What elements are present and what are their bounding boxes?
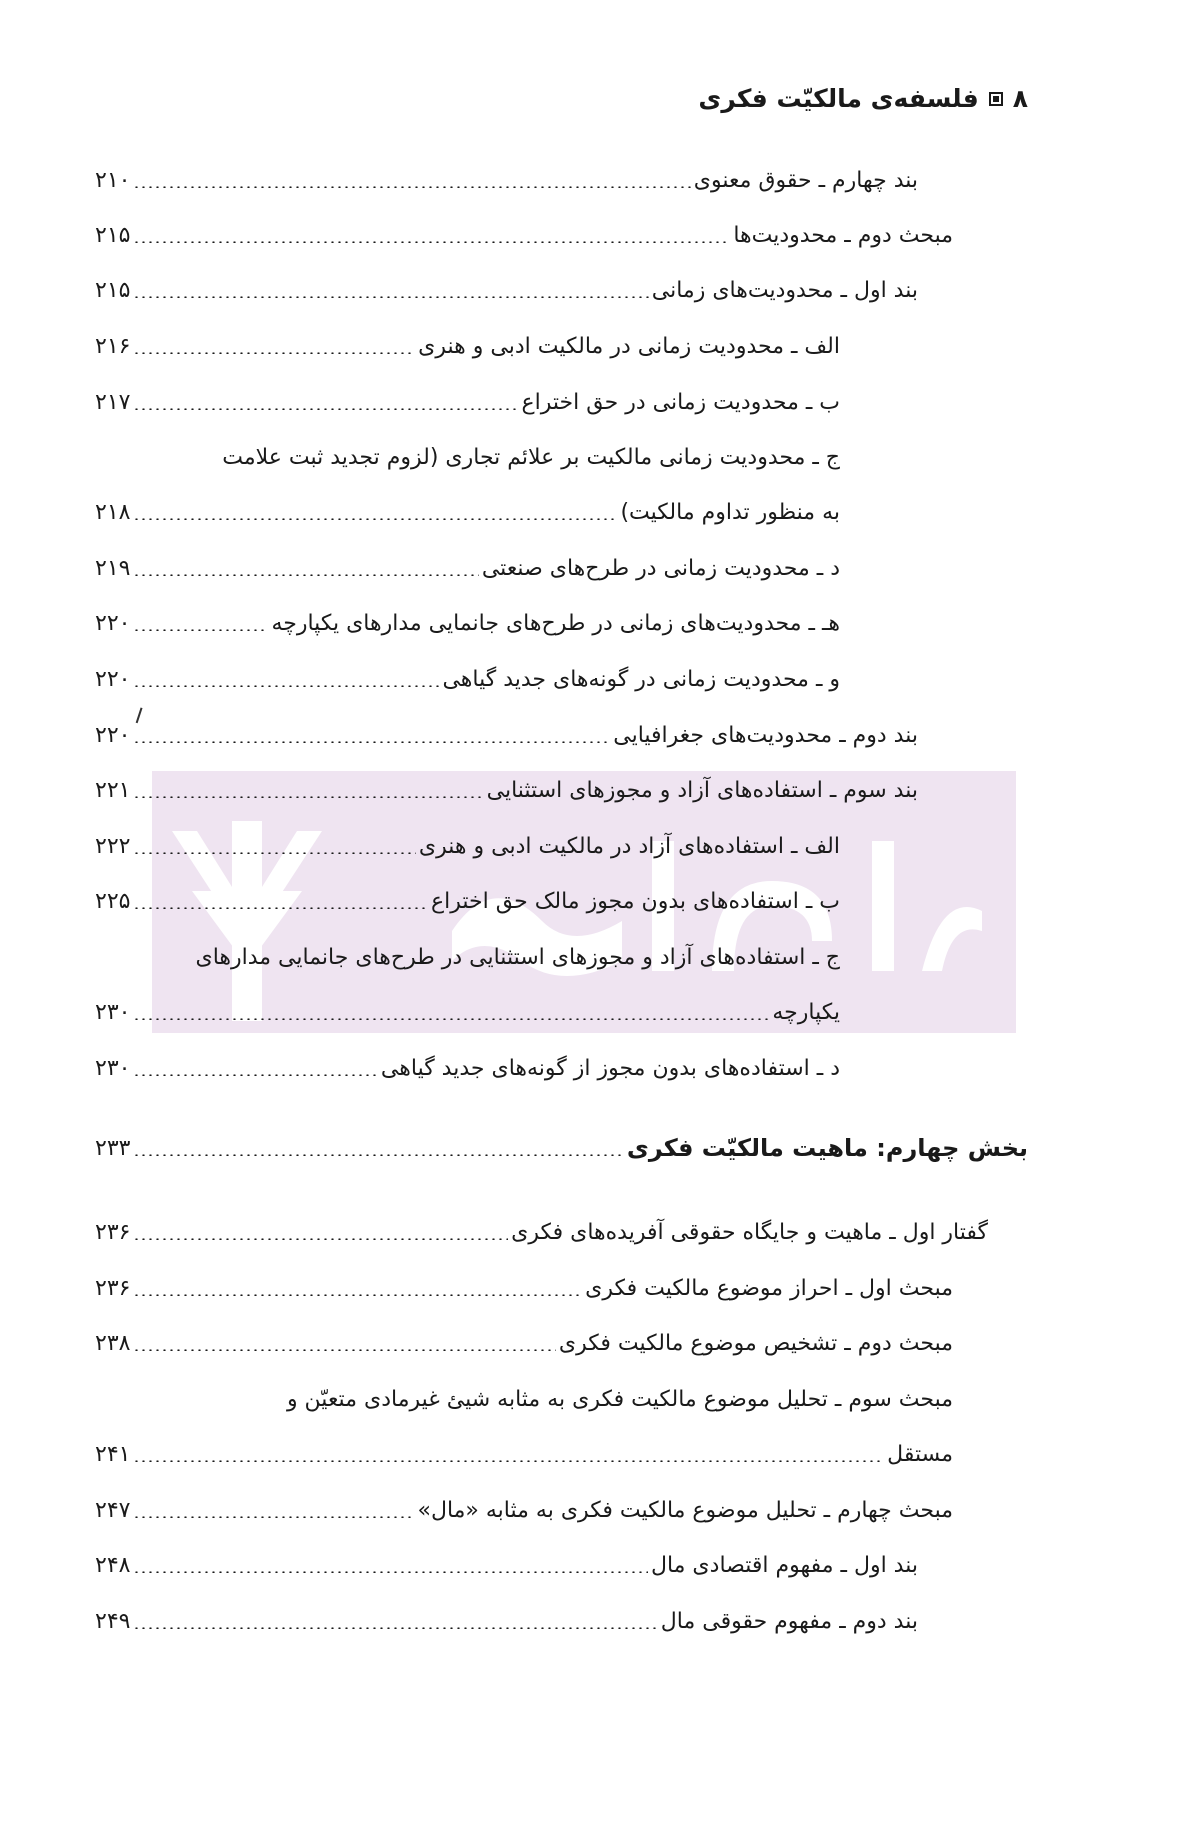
leader-dots — [133, 241, 730, 243]
toc-entry-page: ۲۱۹ — [95, 555, 131, 581]
toc-entry[interactable] — [95, 601, 840, 645]
header-page-number: ۸ — [1012, 84, 1028, 113]
leader-dots — [133, 1516, 414, 1518]
toc-entry[interactable] — [95, 1432, 953, 1476]
leader-dots — [133, 1238, 508, 1240]
toc-entry-page: ۲۱۶ — [95, 333, 131, 359]
toc-entry-title: مبحث دوم ـ محدودیت‌ها — [733, 222, 953, 248]
toc-entry-title: مبحث اول ـ احراز موضوع مالکیت فکری — [585, 1275, 953, 1301]
toc-entry-page: ۲۱۵ — [95, 222, 131, 248]
toc-entry[interactable] — [95, 490, 840, 534]
toc-entry-title: مبحث دوم ـ تشخیص موضوع مالکیت فکری — [558, 1330, 953, 1356]
toc-entry[interactable] — [95, 1321, 953, 1365]
toc-entry-page: ۲۳۶ — [95, 1219, 131, 1245]
toc-entry-page: ۲۱۵ — [95, 277, 131, 303]
leader-dots — [133, 1294, 582, 1296]
toc-entry-page: ۲۴۸ — [95, 1552, 131, 1578]
toc-entry-page: ۲۴۷ — [95, 1497, 131, 1523]
toc-entry[interactable] — [95, 1377, 953, 1421]
leader-dots — [133, 1460, 884, 1462]
toc-entry[interactable] — [95, 713, 918, 757]
toc-entry[interactable] — [95, 1210, 988, 1254]
toc-entry[interactable] — [95, 380, 840, 424]
square-bullet-icon — [989, 92, 1003, 106]
toc-entry-title: ج ـ استفاده‌های آزاد و مجوزهای استثنایی در طرح‌های جانمایی مدارهای — [195, 944, 840, 970]
running-header — [698, 84, 1028, 113]
toc-entry-page: ۲۱۷ — [95, 389, 131, 415]
toc-entry-title: و ـ محدودیت زمانی در گونه‌های جدید گیاهی — [442, 666, 840, 692]
toc-entry-page: ۲۲۱ — [95, 777, 131, 803]
leader-dots — [133, 574, 478, 576]
toc-entry[interactable] — [95, 435, 840, 479]
leader-dots — [133, 296, 648, 298]
leader-dots — [133, 629, 268, 631]
toc-entry[interactable] — [95, 546, 840, 590]
toc-entry-page: ۲۳۰ — [95, 999, 131, 1025]
toc-entry[interactable] — [95, 158, 918, 202]
toc-entry-title: بند اول ـ مفهوم اقتصادی مال — [650, 1552, 918, 1578]
toc-entry[interactable] — [95, 268, 918, 312]
toc-entry-page: ۲۴۹ — [95, 1608, 131, 1634]
leader-dots — [133, 1627, 657, 1629]
toc-entry-title: بند دوم ـ مفهوم حقوقی مال — [660, 1608, 918, 1634]
toc-entry-title: د ـ استفاده‌های بدون مجوز از گونه‌های جدید گیاهی — [380, 1055, 840, 1081]
toc-entry[interactable] — [95, 824, 840, 868]
toc-entry-page: ۲۳۶ — [95, 1275, 131, 1301]
toc-entry-title: الف ـ استفاده‌های آزاد در مالکیت ادبی و هنری — [418, 833, 840, 859]
toc-entry-page: ۲۲۲ — [95, 833, 131, 859]
toc-entry-title: مبحث سوم ـ تحلیل موضوع مالکیت فکری به مثابه شیئ غیرمادی متعیّن و — [286, 1386, 953, 1412]
toc-entry[interactable] — [95, 1266, 953, 1310]
leader-dots — [133, 907, 428, 909]
leader-dots — [133, 186, 690, 188]
leader-dots — [133, 408, 518, 410]
leader-dots — [133, 1018, 769, 1020]
leader-dots — [133, 1074, 377, 1076]
leader-dots — [133, 518, 617, 520]
toc-entry-page: ۲۲۰ — [95, 610, 131, 636]
toc-entry-title: ج ـ محدودیت زمانی مالکیت بر علائم تجاری (لزوم تجدید ثبت علامت — [222, 444, 840, 470]
toc-entry[interactable] — [95, 768, 918, 812]
toc-entry-title: مستقل — [887, 1441, 953, 1467]
toc-entry-page: ۲۲۵ — [95, 888, 131, 914]
leader-dots — [133, 352, 415, 354]
toc-entry-title: بند دوم ـ محدودیت‌های جغرافیایی — [613, 722, 918, 748]
toc-entry[interactable] — [95, 213, 953, 257]
header-title: فلسفه‌ی مالکیّت فکری — [698, 84, 979, 113]
toc-entry-page: ۲۳۰ — [95, 1055, 131, 1081]
toc-entry-title: د ـ محدودیت زمانی در طرح‌های صنعتی — [481, 555, 840, 581]
toc-entry-page: ۲۱۰ — [95, 167, 131, 193]
leader-dots — [133, 741, 610, 743]
toc-entry-title: ب ـ محدودیت زمانی در حق اختراع — [521, 389, 840, 415]
toc-entry-page: ۲۴۱ — [95, 1441, 131, 1467]
toc-entry-title: یکپارچه — [772, 999, 840, 1025]
leader-dots — [133, 1349, 555, 1351]
leader-dots — [133, 1154, 623, 1156]
toc-entry[interactable] — [95, 1046, 840, 1090]
toc-entry[interactable] — [95, 879, 840, 923]
toc-entry-page: ۲۳۸ — [95, 1330, 131, 1356]
leader-dots — [133, 796, 483, 798]
toc-entry-title: الف ـ محدودیت زمانی در مالکیت ادبی و هنری — [418, 333, 840, 359]
toc-entry[interactable] — [95, 935, 840, 979]
toc-entry-title: گفتار اول ـ ماهیت و جایگاه حقوقی آفریده‌های فکری — [511, 1219, 988, 1245]
toc-entry[interactable] — [95, 1599, 918, 1643]
toc-entry-page: ۲۲۰ — [95, 666, 131, 692]
section-page: ۲۳۳ — [95, 1135, 131, 1161]
toc-entry-title: به منظور تداوم مالکیت) — [620, 499, 840, 525]
toc-entry-title: بند سوم ـ استفاده‌های آزاد و مجوزهای استثنایی — [486, 777, 918, 803]
toc-entry[interactable] — [95, 990, 840, 1034]
toc-entry-title: مبحث چهارم ـ تحلیل موضوع مالکیت فکری به مثابه «مال» — [417, 1497, 953, 1523]
toc-entry-title: هـ ـ محدودیت‌های زمانی در طرح‌های جانمایی مدارهای یکپارچه — [271, 610, 840, 636]
section-title: بخش چهارم: ماهیت مالکیّت فکری — [626, 1134, 1028, 1162]
toc-entry[interactable] — [95, 1543, 918, 1587]
toc-entry[interactable] — [95, 1488, 953, 1532]
toc-entry-title: بند چهارم ـ حقوق معنوی — [693, 167, 918, 193]
toc-entry[interactable] — [95, 324, 840, 368]
leader-dots — [133, 1571, 648, 1573]
leader-dots — [133, 852, 415, 854]
toc-entry-title: ب ـ استفاده‌های بدون مجوز مالک حق اختراع — [431, 888, 840, 914]
toc-entry[interactable] — [95, 657, 840, 701]
leader-dots — [133, 685, 439, 687]
toc-entry-title: بند اول ـ محدودیت‌های زمانی — [651, 277, 918, 303]
toc-entry-page: ۲۲۰ — [95, 722, 131, 748]
toc-entry-page: ۲۱۸ — [95, 499, 131, 525]
section-heading[interactable] — [95, 1125, 1028, 1171]
